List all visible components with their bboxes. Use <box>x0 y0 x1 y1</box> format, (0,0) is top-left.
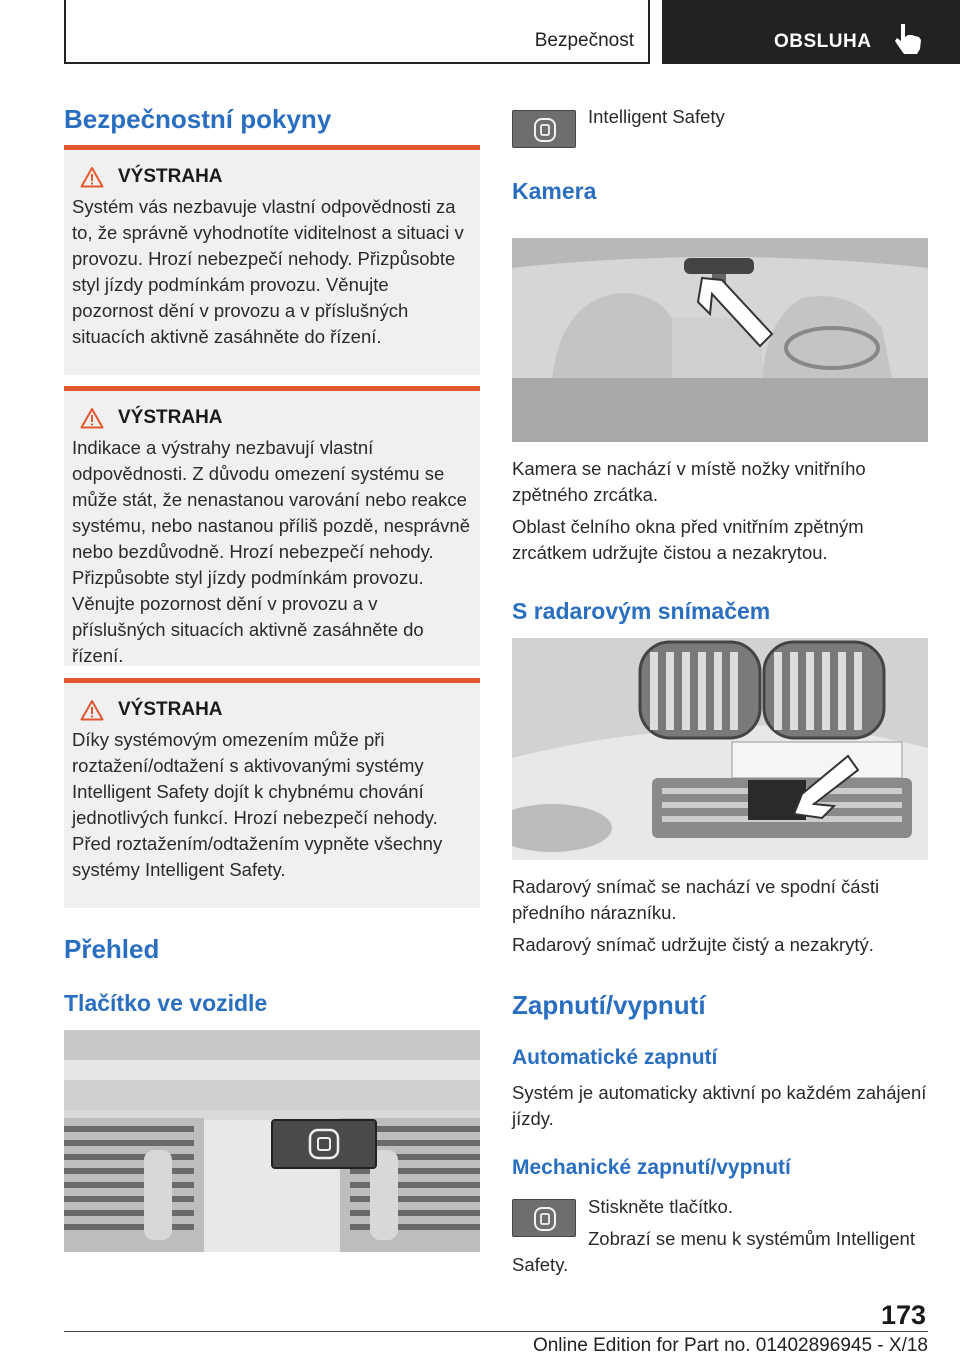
onoff-title: Zapnutí/vypnutí <box>512 990 706 1020</box>
camera-title: Kamera <box>512 178 597 204</box>
overview-title: Přehled <box>64 934 160 964</box>
header-chapter-label: OBSLUHA <box>774 31 872 52</box>
pointing-hand-icon <box>892 22 924 56</box>
warning-text: Indikace a výstrahy nezbavují vlastní odpovědnosti. Z důvodu omezení systému se může stát, že nenastanou varování nebo reakce systému, nebo nastanou příliš pozdě, nesprávně nebo bezdůvodně. Hrozí nebezpečí nehody. Přizpůsobte styl jízdy podmínkám provozu. Věnujte pozornost dění v provozu a v příslušných situacích aktivně zasáhněte do řízení. <box>72 437 470 666</box>
warning-text: Systém vás nezbavuje vlastní odpovědnosti za to, že správně vyhodnotíte viditelnost a situaci v provozu. Hrozí nebezpečí nehody. Přizpůsobte styl jízdy podmínkám provozu. Věnujte pozornost dění v provozu a v příslušných situacích aktivně zasáhněte do řízení. <box>72 196 464 347</box>
section-title-safety: Bezpečnostní pokyny <box>64 104 332 134</box>
radar-location-photo <box>512 638 928 860</box>
edition-note: Online Edition for Part no. 01402896945 - X/18 <box>532 1335 928 1356</box>
footer-divider <box>64 1331 928 1332</box>
button-in-vehicle-title: Tlačítko ve vozidle <box>64 990 268 1016</box>
dashboard-button-photo <box>64 1030 480 1252</box>
warning-triangle-icon <box>80 699 104 721</box>
camera-paragraph-1: Kamera se nachází v místě nožky vnitřního zpětného zrcátka. <box>512 458 866 505</box>
button-caption: Intelligent Safety <box>588 106 725 127</box>
page-number: 173 <box>880 1300 926 1330</box>
manual-step-2: Zobrazí se menu k systémům Intelligent Safety. <box>512 1228 915 1275</box>
auto-on-title: Automatické zapnutí <box>512 1046 718 1069</box>
auto-on-text: Systém je automaticky aktivní po každém zahájení jízdy. <box>512 1082 927 1129</box>
header-section-title: Bezpečnost <box>534 30 634 51</box>
warning-box-2 <box>64 386 480 666</box>
manual-step-1: Stiskněte tlačítko. <box>588 1196 733 1217</box>
warning-title: VÝSTRAHA <box>118 166 223 187</box>
manual-onoff-title: Mechanické zapnutí/vypnutí <box>512 1156 791 1179</box>
intelligent-safety-button-icon <box>512 110 576 148</box>
header-frame <box>64 0 650 64</box>
camera-location-photo <box>512 238 928 442</box>
warning-triangle-icon <box>80 407 104 429</box>
radar-paragraph-1: Radarový snímač se nachází ve spodní části předního nárazníku. <box>512 876 880 923</box>
radar-paragraph-2: Radarový snímač udržujte čistý a nezakrytý. <box>512 934 874 955</box>
camera-paragraph-2: Oblast čelního okna před vnitřním zpětným zrcátkem udržujte čistou a nezakrytou. <box>512 516 864 563</box>
header-chapter-tab <box>662 0 960 64</box>
warning-title: VÝSTRAHA <box>118 699 223 720</box>
radar-title: S radarovým snímačem <box>512 598 771 624</box>
warning-text: Díky systémovým omezením může při roztažení/odtažení s aktivovanými systémy Intelligent Safety dojít k chybnému chování jednotlivých funkcí. Hrozí nebezpečí nehody. Před roztažením/odtažením vypněte všechny systémy Intelligent Safety. <box>72 729 443 880</box>
warning-triangle-icon <box>80 166 104 188</box>
warning-box-1 <box>64 145 480 375</box>
warning-box-3 <box>64 678 480 908</box>
warning-title: VÝSTRAHA <box>118 407 223 428</box>
